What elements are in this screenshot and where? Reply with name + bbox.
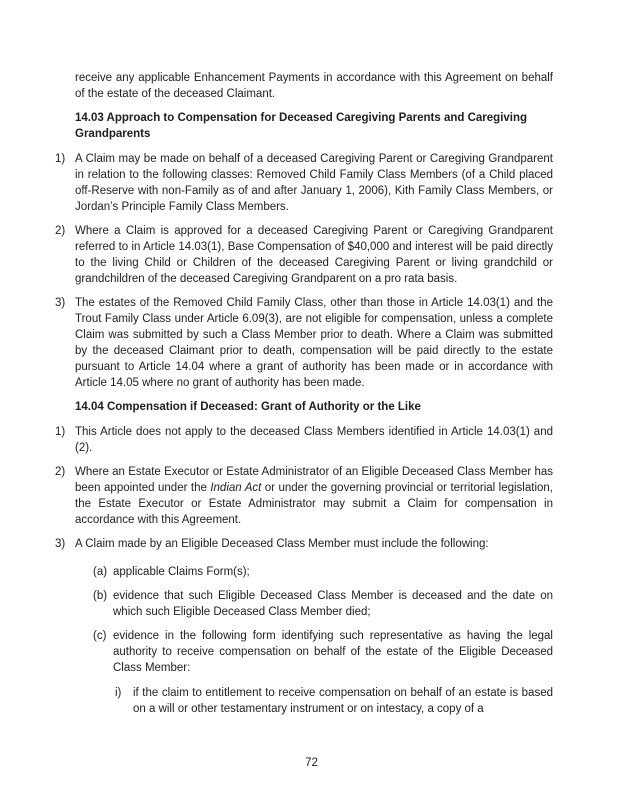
roman-item-i bbox=[115, 685, 553, 717]
lettered-item-a bbox=[93, 564, 553, 580]
list-letter: (b) bbox=[93, 590, 108, 602]
numbered-item-14-04-1 bbox=[55, 424, 553, 456]
list-item-text: evidence that such Eligible Deceased Class Member is deceased and the date on which such Eligible Deceased Class Member died; bbox=[113, 590, 553, 618]
page-number: 72 bbox=[305, 757, 318, 769]
list-item-text: Where a Claim is approved for a deceased Caregiving Parent or Caregiving Grandparent referred to in Article 14.03(1), Base Compensation of $40,000 and interest will be paid directly to the living Child or Children of the deceased Caregiving Parent or living grandchild or grandchildren of the deceased Caregiving Grandparent on a pro rata basis. bbox=[75, 225, 553, 285]
statute-name-italic: Indian Act bbox=[210, 482, 262, 494]
list-number: 3) bbox=[55, 538, 66, 550]
section-heading-14-04: 14.04 Compensation if Deceased: Grant of Authority or the Like bbox=[75, 401, 421, 413]
list-item-text: The estates of the Removed Child Family Class, other than those in Article 14.03(1) and the Trout Family Class under Article 6.09(3), are not eligible for compensation, unless a complete Claim was submitted by such a Class Member prior to death. Where a Claim was submitted by the deceased Claimant prior to death, compensation will be paid directly to the estate pursuant to Article 14.04 where a grant of authority has been made or in accordance with Article 14.05 where no grant of authority has been made. bbox=[75, 297, 553, 389]
list-item-text: evidence in the following form identifying such representative as having the legal authority to receive compensation on behalf of the estate of the Eligible Deceased Class Member: bbox=[113, 630, 553, 674]
list-number: 2) bbox=[55, 466, 66, 478]
list-letter: (a) bbox=[93, 566, 108, 578]
list-number: 1) bbox=[55, 426, 66, 438]
list-number: 1) bbox=[55, 153, 66, 165]
numbered-item-14-03-1 bbox=[55, 151, 553, 215]
list-letter: (c) bbox=[93, 630, 107, 642]
list-item-text: applicable Claims Form(s); bbox=[113, 566, 250, 578]
list-item-text bbox=[75, 464, 553, 528]
list-number: 3) bbox=[55, 297, 66, 309]
list-item-text: This Article does not apply to the deceased Class Members identified in Article 14.03(1) and (2). bbox=[75, 426, 553, 454]
numbered-item-14-04-2 bbox=[55, 464, 553, 528]
list-item-text: if the claim to entitlement to receive compensation on behalf of an estate is based on a will or other testamentary instrument or on intestacy, a copy of a bbox=[133, 687, 553, 715]
page-content bbox=[55, 70, 553, 725]
paragraph-continuation: receive any applicable Enhancement Payments in accordance with this Agreement on behalf of the estate of the deceased Claimant. bbox=[75, 72, 553, 100]
lettered-item-b bbox=[93, 588, 553, 620]
text-segment-before: Where an Estate Executor or Estate Administrator of an Eligible Deceased Class Member has been appointed under the bbox=[75, 466, 553, 494]
list-roman-numeral: i) bbox=[115, 687, 122, 699]
lettered-item-c bbox=[93, 628, 553, 676]
list-item-text: A Claim made by an Eligible Deceased Class Member must include the following: bbox=[75, 538, 489, 550]
text-segment-after: or under the governing provincial or territorial legislation, the Estate Executor or Estate Administrator may submit a Claim for compensation in accordance with this Agreement. bbox=[75, 482, 553, 526]
section-heading-14-03: 14.03 Approach to Compensation for Deceased Caregiving Parents and Caregiving Grandparents bbox=[75, 112, 528, 140]
numbered-item-14-04-3 bbox=[55, 536, 553, 552]
list-item-text: A Claim may be made on behalf of a deceased Caregiving Parent or Caregiving Grandparent in relation to the following classes: Removed Child Family Class Members (of a Child placed off-Reserve with non-Family as of and after January 1, 2006), Kith Family Class Members, or Jordan’s Principle Family Class Members. bbox=[75, 153, 553, 213]
list-number: 2) bbox=[55, 225, 66, 237]
numbered-item-14-03-2 bbox=[55, 223, 553, 287]
numbered-item-14-03-3 bbox=[55, 295, 553, 391]
